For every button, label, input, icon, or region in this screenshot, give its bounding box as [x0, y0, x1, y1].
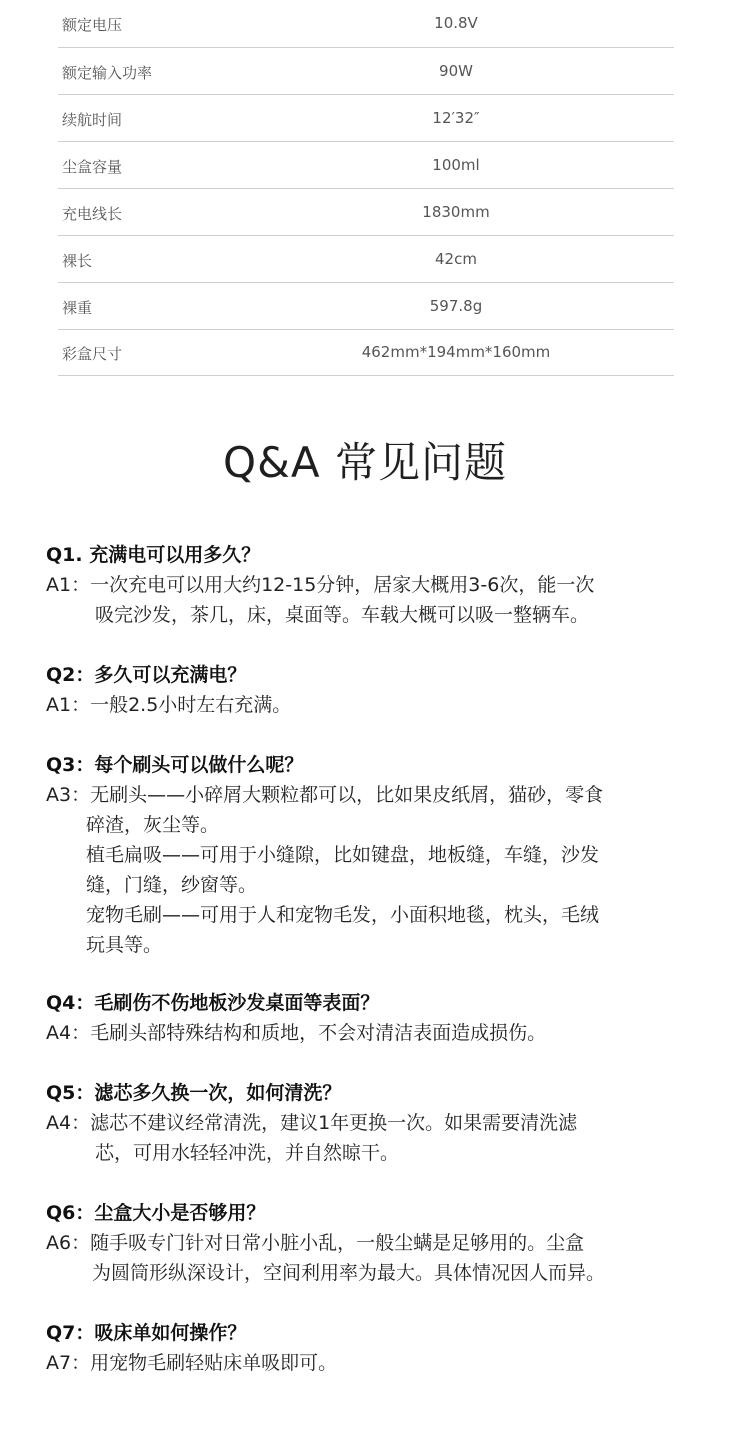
answer-line: 植毛扁吸——可用于小缝隙，比如键盘，地板缝，车缝，沙发 — [86, 844, 600, 866]
question: Q4：毛刷伤不伤地板沙发桌面等表面？ — [46, 992, 380, 1014]
spec-value: 100ml — [432, 156, 480, 174]
answer-line: 芯，可用水轻轻冲洗，并自然晾干。 — [95, 1142, 400, 1164]
spec-value: 597.8g — [429, 297, 483, 315]
spec-row — [58, 95, 674, 142]
question: Q5：滤芯多久换一次，如何清洗？ — [46, 1082, 342, 1104]
answer-line: A4：滤芯不建议经常清洗，建议1年更换一次。如果需要清洗滤 — [46, 1112, 578, 1134]
spec-value: 462mm*194mm*160mm — [361, 343, 551, 361]
answer-line: 吸完沙发，茶几，床，桌面等。车载大概可以吸一整辆车。 — [95, 604, 590, 626]
spec-label: 尘盒容量 — [62, 158, 123, 176]
page-title: Q&A 常见问题 — [223, 438, 507, 487]
question: Q1. 充满电可以用多久？ — [46, 544, 261, 566]
spec-label: 裸重 — [62, 299, 93, 317]
spec-label: 裸长 — [62, 252, 93, 270]
qa-item — [46, 660, 696, 720]
answer-line: A1：一次充电可以用大约12-15分钟，居家大概用3-6次，能一次 — [46, 574, 595, 596]
question: Q6：尘盒大小是否够用？ — [46, 1202, 266, 1224]
spec-label: 额定输入功率 — [62, 64, 153, 82]
qa-item — [46, 750, 696, 960]
qa-item — [46, 1318, 696, 1378]
qa-item — [46, 988, 696, 1048]
answer-line: A4：毛刷头部特殊结构和质地，不会对清洁表面造成损伤。 — [46, 1022, 547, 1044]
spec-value: 90W — [439, 62, 473, 80]
spec-row — [58, 283, 674, 330]
spec-value: 12′32″ — [432, 109, 480, 127]
spec-row — [58, 330, 674, 376]
qa-item — [46, 1078, 696, 1168]
answer-line: 为圆筒形纵深设计，空间利用率为最大。具体情况因人而异。 — [92, 1262, 606, 1284]
spec-label: 彩盒尺寸 — [62, 345, 123, 363]
spec-value: 42cm — [435, 250, 477, 268]
spec-row — [58, 48, 674, 95]
answer-line: A1：一般2.5小时左右充满。 — [46, 694, 292, 716]
question: Q2：多久可以充满电？ — [46, 664, 247, 686]
answer-line: 宠物毛刷——可用于人和宠物毛发，小面积地毯，枕头，毛绒 — [86, 904, 600, 926]
question: Q3：每个刷头可以做什么呢？ — [46, 754, 304, 776]
qa-item — [46, 540, 696, 630]
question: Q7：吸床单如何操作？ — [46, 1322, 247, 1344]
spec-row — [58, 0, 674, 48]
answer-line: 缝，门缝，纱窗等。 — [86, 874, 258, 896]
answer-line: 玩具等。 — [86, 934, 163, 956]
spec-label: 续航时间 — [62, 111, 123, 129]
spec-value: 10.8V — [434, 14, 478, 32]
spec-label: 额定电压 — [62, 16, 123, 34]
spec-label: 充电线长 — [62, 205, 123, 223]
answer-line: 碎渣，灰尘等。 — [86, 814, 220, 836]
qa-item — [46, 1198, 696, 1288]
spec-value: 1830mm — [422, 203, 490, 221]
answer-line: A7：用宠物毛刷轻贴床单吸即可。 — [46, 1352, 338, 1374]
spec-row — [58, 142, 674, 189]
answer-line: A6：随手吸专门针对日常小脏小乱，一般尘螨是足够用的。尘盒 — [46, 1232, 585, 1254]
spec-row — [58, 236, 674, 283]
spec-row — [58, 189, 674, 236]
answer-line: A3：无刷头——小碎屑大颗粒都可以，比如果皮纸屑，猫砂，零食 — [46, 784, 604, 806]
